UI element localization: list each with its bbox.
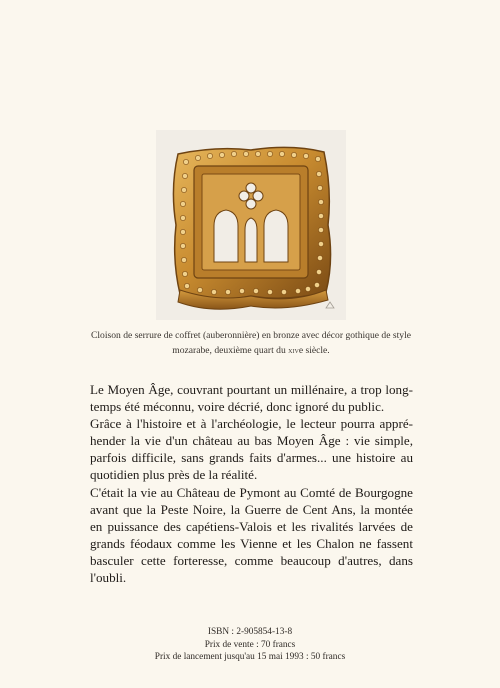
body-paragraph: Le Moyen Âge, couvrant pourtant un millénaire, a trop long-temps été méconnu, voire décrié, donc ignoré du public. xyxy=(90,382,413,415)
artifact-photo xyxy=(156,130,346,320)
bronze-lock-plate-image xyxy=(156,130,346,320)
caption-text: Cloison de serrure de coffret (auberonnière) en bronze avec décor gothique de style mozarabe, deuxième quart du xyxy=(90,330,411,356)
figure-caption xyxy=(70,328,432,358)
launch-price: Prix de lancement jusqu'au 15 mai 1993 : 50 francs xyxy=(154,652,346,663)
body-paragraph: C'était la vie au Château de Pymont au Comté de Bourgogne avant que la Peste Noire, la Guerre de Cent Ans, la montée en puissance des capétiens-Valois et les rivalités larvées de grands féodaux comme les Vienne et les Chalon ne fassent basculer cette forteresse, comme beaucoup d'autres, dans l'oubli. xyxy=(90,484,413,586)
caption-suffix: e siècle. xyxy=(298,345,330,356)
back-cover-text xyxy=(90,381,413,586)
sale-price: Prix de vente : 70 francs xyxy=(204,639,296,650)
body-paragraph: Grâce à l'histoire et à l'archéologie, le lecteur pourra appré-hender la vie d'un château au bas Moyen Âge : vie simple, parfois difficile, sans grands faits d'armes... une histoire au quotidien plus près de la réalité. xyxy=(90,416,413,483)
isbn: ISBN : 2-905854-13-8 xyxy=(207,627,293,637)
publication-info xyxy=(100,626,400,664)
caption-century: xiv xyxy=(288,345,299,355)
